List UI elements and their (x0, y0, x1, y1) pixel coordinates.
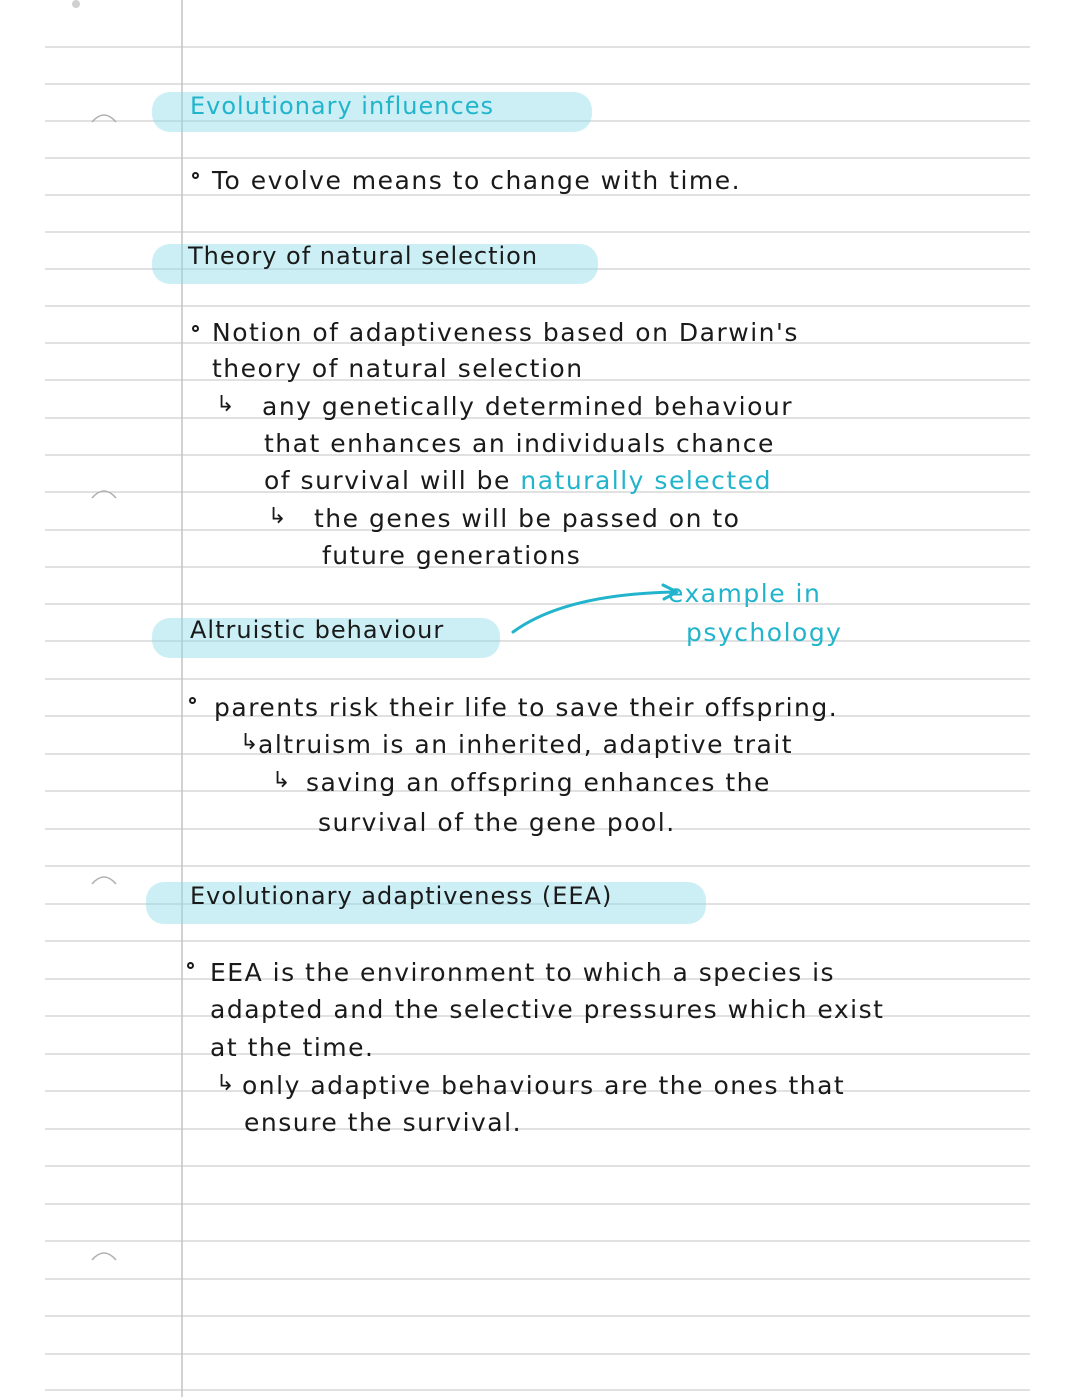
section-title-eea: Evolutionary adaptiveness (EEA) (190, 882, 613, 910)
side-note-text: example in (668, 579, 822, 608)
plain-text: of survival will be (264, 466, 511, 495)
section-title-evolutionary-influences: Evolutionary influences (190, 92, 494, 120)
sub-point-text: the genes will be passed on to (314, 504, 741, 533)
sub-point-text: ensure the survival. (244, 1108, 523, 1137)
section-title-altruistic-behaviour: Altruistic behaviour (190, 616, 445, 644)
sub-arrow-icon: ↳ (216, 392, 235, 417)
highlighted-term: naturally selected (520, 466, 772, 495)
point-text: parents risk their life to save their offspring. (214, 693, 839, 722)
point-text: at the time. (210, 1033, 375, 1062)
sub-arrow-icon: ↳ (240, 730, 259, 755)
point-text: adapted and the selective pressures which exist (210, 995, 885, 1024)
sub-point-text: any genetically determined behaviour (262, 392, 794, 421)
point-text: EEA is the environment to which a species is (210, 958, 836, 987)
sub-arrow-icon: ↳ (268, 504, 287, 529)
sub-point-text: survival of the gene pool. (318, 808, 676, 837)
bullet-icon (192, 325, 199, 332)
point-text: To evolve means to change with time. (212, 166, 742, 195)
sub-point-text: future generations (322, 541, 582, 570)
side-note-text: psychology (686, 618, 843, 647)
sub-point-text: only adaptive behaviours are the ones that (242, 1071, 846, 1100)
sub-arrow-icon: ↳ (272, 768, 291, 793)
bullet-icon (189, 697, 196, 704)
sub-arrow-icon: ↳ (216, 1071, 235, 1096)
point-text: Notion of adaptiveness based on Darwin's (212, 318, 799, 347)
point-text: theory of natural selection (212, 354, 584, 383)
sub-point-text: saving an offspring enhances the (306, 768, 771, 797)
bullet-icon (192, 172, 199, 179)
sub-point-text (264, 468, 772, 493)
section-title-natural-selection: Theory of natural selection (188, 242, 539, 270)
bullet-icon (187, 962, 194, 969)
sub-point-text: that enhances an individuals chance (264, 429, 775, 458)
sub-point-text: altruism is an inherited, adaptive trait (258, 730, 794, 759)
curved-arrow-icon (505, 580, 685, 640)
